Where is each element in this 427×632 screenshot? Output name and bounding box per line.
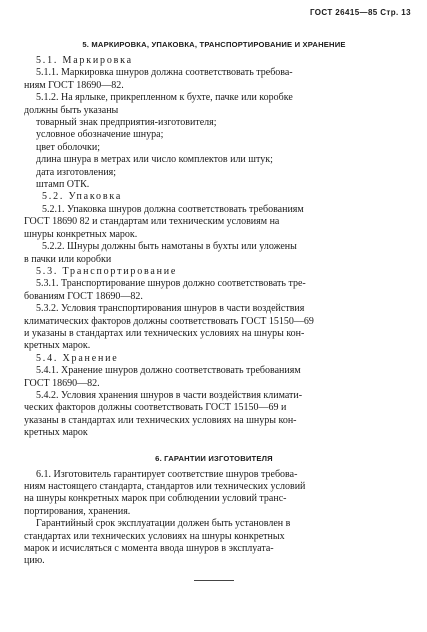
text-line: 5.2. Упаковка: [42, 191, 123, 203]
text-line: 5.2.1. Упаковка шнуров должна соответствовать требованиям: [42, 203, 304, 215]
text-line: 5.3.1. Транспортирование шнуров должно соответствовать тре-: [36, 278, 306, 290]
text-line: 5.3.2. Условия транспортирования шнуров в части воздействия: [36, 303, 305, 315]
section-6-body: [24, 469, 404, 568]
text-line: указаны в стандартах или технических условиях на шнуры кон-: [24, 414, 297, 426]
text-line: 5.1.2. На ярлыке, прикрепленном к бухте, пачке или коробке: [36, 92, 293, 104]
text-line: климатических факторов должны соответствовать ГОСТ 15150—69: [24, 315, 314, 327]
text-line: в пачки или коробки: [24, 253, 112, 265]
text-line: 5.4.1. Хранение шнуров должно соответствовать требованиям: [36, 365, 301, 377]
text-line: 5.1. Маркировка: [36, 55, 133, 66]
page-header: ГОСТ 26415—85 Стр. 13: [309, 8, 411, 17]
text-line: марок и исчисляться с момента ввода шнуров в эксплуата-: [24, 543, 274, 555]
text-line: ниям ГОСТ 18690—82.: [24, 79, 124, 91]
text-line: стандартах или технических условиях на шнуры конкретных: [24, 530, 285, 542]
text-line: 5.4.2. Условия хранения шнуров в части воздействия климати-: [36, 389, 303, 401]
text-line: 6.1. Изготовитель гарантирует соответствие шнуров требова-: [36, 468, 298, 480]
section-5-title: 5. МАРКИРОВКА, УПАКОВКА, ТРАНСПОРТИРОВАНИЕ И ХРАНЕНИЕ: [82, 40, 346, 49]
text-line: длина шнура в метрах или число комплектов или штук;: [36, 154, 273, 166]
section-5-body: [24, 55, 404, 440]
text-line: 5.1.1. Маркировка шнуров должна соответствовать требова-: [36, 67, 293, 79]
text-line: 5.4. Хранение: [36, 352, 119, 364]
text-line: 5.3. Транспортирование: [36, 265, 178, 277]
text-line: товарный знак предприятия-изготовителя;: [36, 117, 217, 129]
text-line: ческих факторов должны соответствовать ГОСТ 15150—69 и: [24, 402, 287, 414]
text-line: портирования, хранения.: [24, 505, 131, 517]
text-line: условное обозначение шнура;: [36, 129, 164, 141]
text-line: должны быть указаны: [24, 104, 119, 116]
text-line: кретных марок.: [24, 340, 91, 352]
text-line: на шнуры конкретных марок при соблюдении условий транс-: [24, 493, 287, 505]
text-line: цвет оболочки;: [36, 141, 101, 153]
text-line: кретных марок: [24, 427, 88, 439]
text-line: цию.: [24, 555, 45, 567]
text-line: штамп ОТК.: [36, 179, 90, 191]
text-line: ниям настоящего стандарта, стандартов или технических условий: [24, 481, 306, 492]
page-content: [24, 40, 404, 581]
text-line: и указаны в стандартах или технических условиях на шнуры кон-: [24, 327, 305, 339]
section-6-title: 6. ГАРАНТИИ ИЗГОТОВИТЕЛЯ: [155, 453, 273, 463]
text-line: ГОСТ 18690—82.: [24, 377, 100, 389]
text-line: Гарантийный срок эксплуатации должен быть установлен в: [36, 518, 291, 530]
end-rule: [194, 580, 234, 581]
text-line: 5.2.2. Шнуры должны быть намотаны в бухты или уложены: [42, 241, 297, 253]
text-line: ГОСТ 18690 82 и стандартам или техническим условиям на: [24, 216, 280, 228]
text-line: бованиям ГОСТ 18690—82.: [24, 290, 143, 302]
text-line: шнуры конкретных марок.: [24, 228, 138, 240]
text-line: дата изготовления;: [36, 166, 117, 178]
